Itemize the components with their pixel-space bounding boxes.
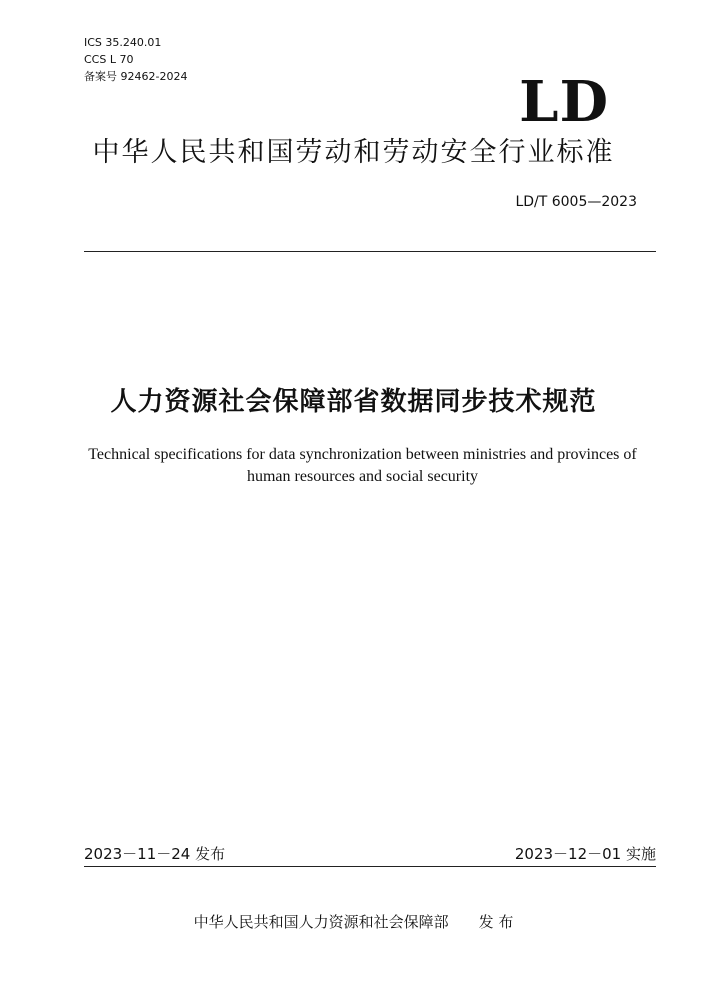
english-title-line-1: Technical specifications for data synchronization between ministries and provinces of <box>88 446 637 463</box>
english-title-line-2: human resources and social security <box>246 468 479 485</box>
ccs-code: CCS L 70 <box>84 53 134 66</box>
ld-logo: LD <box>519 69 609 135</box>
issuer-action: 发 布 <box>478 913 514 931</box>
industry-standard-heading: 中华人民共和国劳动和劳动安全行业标准 <box>92 137 615 168</box>
top-divider <box>84 251 656 252</box>
standard-number: LD/T 6005—2023 <box>515 194 637 210</box>
document-title-chinese: 人力资源社会保障部省数据同步技术规范 <box>110 387 597 417</box>
implementation-date: 2023－12－01 实施 <box>514 845 656 863</box>
issuer-organization: 中华人民共和国人力资源和社会保障部 <box>193 913 449 931</box>
document-title-english <box>60 444 665 488</box>
ics-code: ICS 35.240.01 <box>84 36 162 49</box>
issuer-line <box>0 912 707 932</box>
bottom-divider <box>84 866 656 867</box>
filing-number: 备案号 92462-2024 <box>84 70 188 83</box>
issue-date: 2023－11－24 发布 <box>84 845 226 863</box>
